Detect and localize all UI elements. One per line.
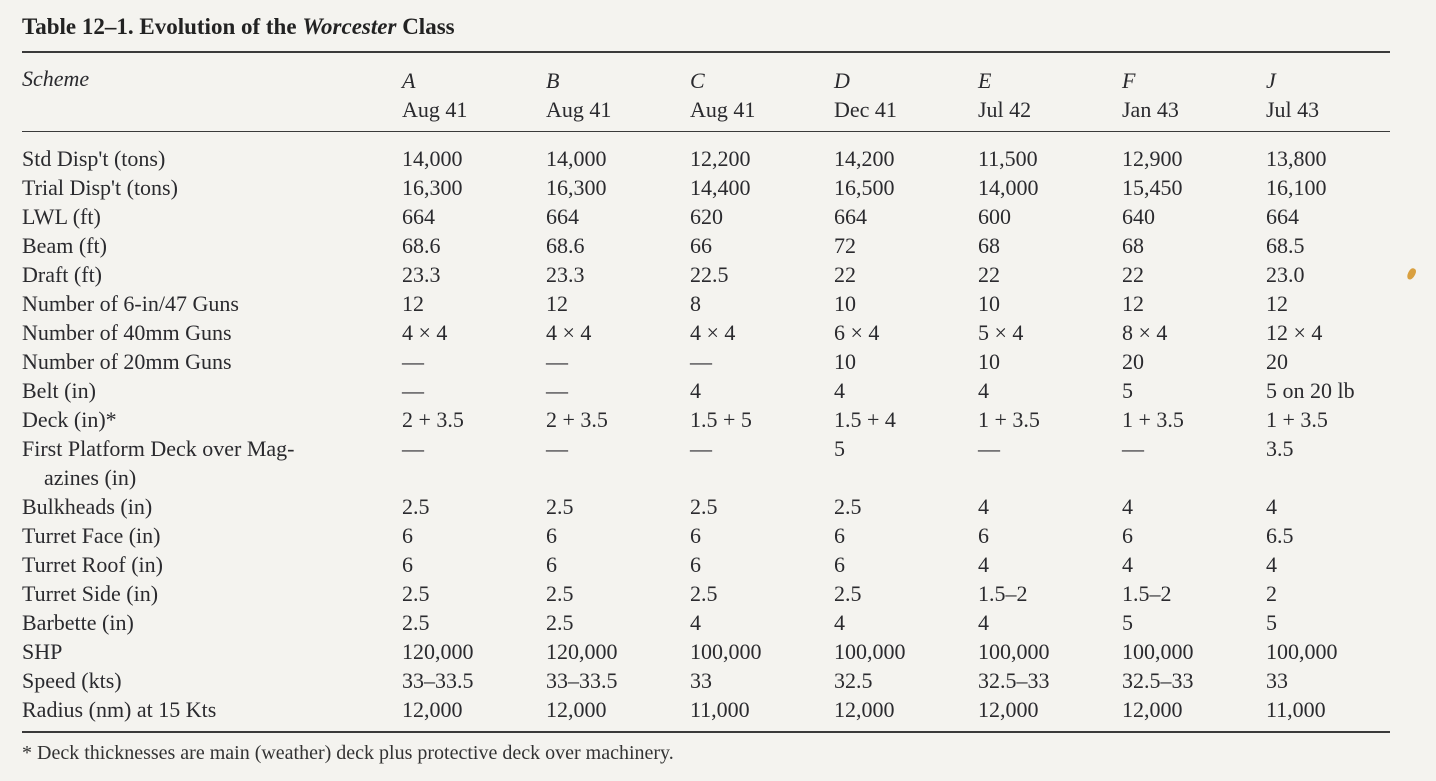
table-cell: 1.5 + 5 bbox=[690, 407, 752, 432]
row-label: Number of 20mm Guns bbox=[22, 349, 232, 374]
table-cell: — bbox=[546, 436, 568, 461]
table-cell: 4 × 4 bbox=[402, 320, 448, 345]
footnote: * Deck thicknesses are main (weather) deck plus protective deck over machinery. bbox=[22, 742, 674, 764]
table-row bbox=[0, 144, 1436, 173]
table-cell: — bbox=[1122, 436, 1144, 461]
table-cell: 12,000 bbox=[978, 697, 1039, 722]
table-cell: 5 bbox=[1266, 610, 1277, 635]
table-row bbox=[0, 405, 1436, 434]
table-cell: 6 bbox=[546, 523, 557, 548]
table-cell: 100,000 bbox=[978, 639, 1050, 664]
row-label: Radius (nm) at 15 Kts bbox=[22, 697, 217, 722]
table-cell: 12,000 bbox=[546, 697, 607, 722]
header-rule bbox=[22, 131, 1390, 132]
table-cell: 2.5 bbox=[834, 494, 862, 519]
table-cell: 2.5 bbox=[546, 581, 574, 606]
table-cell: — bbox=[402, 436, 424, 461]
table-cell: 664 bbox=[1266, 204, 1299, 229]
table-cell: 4 bbox=[978, 610, 989, 635]
table-cell: 14,000 bbox=[978, 175, 1039, 200]
table-row bbox=[0, 434, 1436, 490]
table-cell: 68.5 bbox=[1266, 233, 1305, 258]
table-cell: 100,000 bbox=[690, 639, 762, 664]
table-cell: — bbox=[690, 436, 712, 461]
table-cell: 8 bbox=[690, 291, 701, 316]
table-cell: 4 × 4 bbox=[546, 320, 592, 345]
table-cell: 16,300 bbox=[402, 175, 463, 200]
row-label-continued: azines (in) bbox=[44, 465, 137, 490]
table-cell: 14,200 bbox=[834, 146, 895, 171]
table-cell: 640 bbox=[1122, 204, 1155, 229]
table-cell: 2 bbox=[1266, 581, 1277, 606]
row-label: Std Disp't (tons) bbox=[22, 146, 166, 171]
table-cell: 12 bbox=[1122, 291, 1144, 316]
table-cell: — bbox=[546, 378, 568, 403]
table-cell: 6 bbox=[402, 523, 413, 548]
table-cell: 4 bbox=[1122, 494, 1133, 519]
table-cell: 1 + 3.5 bbox=[1266, 407, 1328, 432]
table-row bbox=[0, 492, 1436, 521]
table-row bbox=[0, 202, 1436, 231]
column-date: Aug 41 bbox=[402, 97, 468, 122]
table-cell: 4 bbox=[1122, 552, 1133, 577]
table-cell: 32.5–33 bbox=[978, 668, 1050, 693]
table-cell: 6 bbox=[690, 523, 701, 548]
table-cell: 16,300 bbox=[546, 175, 607, 200]
column-header-c bbox=[690, 66, 755, 124]
row-label: Belt (in) bbox=[22, 378, 96, 403]
table-cell: 66 bbox=[690, 233, 712, 258]
table-cell: 100,000 bbox=[834, 639, 906, 664]
table-cell: 2.5 bbox=[402, 581, 430, 606]
table-row bbox=[0, 231, 1436, 260]
table-cell: 620 bbox=[690, 204, 723, 229]
table-cell: 33 bbox=[1266, 668, 1288, 693]
table-cell: — bbox=[402, 349, 424, 374]
column-letter: E bbox=[978, 68, 992, 93]
table-cell: — bbox=[690, 349, 712, 374]
table-cell: 5 × 4 bbox=[978, 320, 1024, 345]
table-row bbox=[0, 666, 1436, 695]
column-date: Jan 43 bbox=[1122, 97, 1179, 122]
table-cell: — bbox=[546, 349, 568, 374]
table-cell: 12,200 bbox=[690, 146, 751, 171]
table-cell: 23.0 bbox=[1266, 262, 1305, 287]
table-cell: 120,000 bbox=[546, 639, 618, 664]
table-row bbox=[0, 173, 1436, 202]
row-label: Beam (ft) bbox=[22, 233, 107, 258]
table-cell: 12,000 bbox=[1122, 697, 1183, 722]
column-letter: F bbox=[1122, 68, 1136, 93]
table-cell: 4 bbox=[690, 610, 701, 635]
table-cell: 16,500 bbox=[834, 175, 895, 200]
table-cell: 20 bbox=[1266, 349, 1288, 374]
table-cell: 10 bbox=[978, 291, 1000, 316]
table-cell: 22 bbox=[978, 262, 1000, 287]
row-label: Turret Face (in) bbox=[22, 523, 161, 548]
table-cell: 2 + 3.5 bbox=[546, 407, 608, 432]
column-header-b bbox=[546, 66, 611, 124]
table-cell: 4 bbox=[1266, 552, 1277, 577]
table-cell: 6 bbox=[690, 552, 701, 577]
table-cell: 22.5 bbox=[690, 262, 729, 287]
column-letter: B bbox=[546, 68, 560, 93]
table-cell: 32.5–33 bbox=[1122, 668, 1194, 693]
column-header-a bbox=[402, 66, 467, 124]
row-label: Trial Disp't (tons) bbox=[22, 175, 178, 200]
table-cell: 33 bbox=[690, 668, 712, 693]
table-cell: 2.5 bbox=[546, 494, 574, 519]
column-header-e bbox=[978, 66, 1031, 124]
table-cell: 2.5 bbox=[690, 581, 718, 606]
table-cell: 12,000 bbox=[402, 697, 463, 722]
row-label: Draft (ft) bbox=[22, 262, 103, 287]
table-cell: 100,000 bbox=[1122, 639, 1194, 664]
table-cell: 1.5–2 bbox=[1122, 581, 1172, 606]
table-cell: 12 × 4 bbox=[1266, 320, 1323, 345]
table-cell: 23.3 bbox=[402, 262, 441, 287]
table-cell: 15,450 bbox=[1122, 175, 1183, 200]
column-letter: A bbox=[402, 68, 416, 93]
column-date: Dec 41 bbox=[834, 97, 897, 122]
column-letter: D bbox=[834, 68, 850, 93]
table-cell: 4 × 4 bbox=[690, 320, 736, 345]
table-cell: 4 bbox=[690, 378, 701, 403]
table-cell: 10 bbox=[834, 291, 856, 316]
table-cell: 68 bbox=[1122, 233, 1144, 258]
table-cell: 12 bbox=[402, 291, 424, 316]
table-cell: 68 bbox=[978, 233, 1000, 258]
table-cell: 2.5 bbox=[546, 610, 574, 635]
table-cell: 14,000 bbox=[402, 146, 463, 171]
table-row bbox=[0, 608, 1436, 637]
row-label: Number of 40mm Guns bbox=[22, 320, 232, 345]
table-cell: 6 bbox=[1122, 523, 1133, 548]
table-cell: 664 bbox=[546, 204, 579, 229]
table-row bbox=[0, 318, 1436, 347]
row-label: First Platform Deck over Mag- bbox=[22, 436, 295, 461]
table-cell: 16,100 bbox=[1266, 175, 1327, 200]
table-row bbox=[0, 260, 1436, 289]
table-cell: 12,000 bbox=[834, 697, 895, 722]
row-label: Turret Roof (in) bbox=[22, 552, 163, 577]
table-cell: 2.5 bbox=[690, 494, 718, 519]
table-cell: 11,000 bbox=[1266, 697, 1326, 722]
row-label: Barbette (in) bbox=[22, 610, 134, 635]
column-letter: J bbox=[1266, 68, 1276, 93]
row-label: Deck (in)* bbox=[22, 407, 117, 432]
row-label: SHP bbox=[22, 639, 63, 664]
table-row bbox=[0, 347, 1436, 376]
table-cell: 33–33.5 bbox=[402, 668, 474, 693]
table-cell: 5 bbox=[1122, 610, 1133, 635]
table-cell: 1 + 3.5 bbox=[978, 407, 1040, 432]
table-cell: 6 bbox=[546, 552, 557, 577]
table-cell: 20 bbox=[1122, 349, 1144, 374]
table-cell: 664 bbox=[834, 204, 867, 229]
table-cell: — bbox=[402, 378, 424, 403]
column-header-j bbox=[1266, 66, 1319, 124]
table-cell: 5 on 20 lb bbox=[1266, 378, 1355, 403]
table-cell: 14,400 bbox=[690, 175, 751, 200]
column-date: Jul 43 bbox=[1266, 97, 1320, 122]
column-header-f bbox=[1122, 66, 1179, 124]
table-cell: 1.5–2 bbox=[978, 581, 1028, 606]
table-title: Table 12–1. Evolution of the Worcester Class bbox=[22, 14, 455, 39]
table-cell: 10 bbox=[834, 349, 856, 374]
table-cell: 13,800 bbox=[1266, 146, 1327, 171]
table-cell: 2.5 bbox=[402, 610, 430, 635]
table-row bbox=[0, 637, 1436, 666]
row-label: Speed (kts) bbox=[22, 668, 122, 693]
table-cell: 6 × 4 bbox=[834, 320, 880, 345]
row-label: Number of 6-in/47 Guns bbox=[22, 291, 239, 316]
table-cell: 3.5 bbox=[1266, 436, 1294, 461]
table-row bbox=[0, 376, 1436, 405]
table-cell: 120,000 bbox=[402, 639, 474, 664]
top-rule bbox=[22, 51, 1390, 53]
row-label: Bulkheads (in) bbox=[22, 494, 153, 519]
table-cell: 68.6 bbox=[546, 233, 585, 258]
table-cell: 33–33.5 bbox=[546, 668, 618, 693]
row-label: Turret Side (in) bbox=[22, 581, 159, 606]
bottom-rule bbox=[22, 731, 1390, 733]
column-header-d bbox=[834, 66, 897, 124]
table-cell: 12,900 bbox=[1122, 146, 1183, 171]
table-cell: 100,000 bbox=[1266, 639, 1338, 664]
table-cell: 4 bbox=[834, 378, 845, 403]
table-cell: 10 bbox=[978, 349, 1000, 374]
table-cell: 6 bbox=[402, 552, 413, 577]
table-cell: 8 × 4 bbox=[1122, 320, 1168, 345]
table-row bbox=[0, 521, 1436, 550]
table-cell: — bbox=[978, 436, 1000, 461]
column-date: Jul 42 bbox=[978, 97, 1032, 122]
table-cell: 6 bbox=[978, 523, 989, 548]
table-row bbox=[0, 695, 1436, 724]
table-cell: 6.5 bbox=[1266, 523, 1294, 548]
table-cell: 5 bbox=[1122, 378, 1133, 403]
table-cell: 2.5 bbox=[834, 581, 862, 606]
table-cell: 5 bbox=[834, 436, 845, 461]
table-cell: 1.5 + 4 bbox=[834, 407, 896, 432]
table-cell: 664 bbox=[402, 204, 435, 229]
table-cell: 6 bbox=[834, 552, 845, 577]
table-cell: 6 bbox=[834, 523, 845, 548]
column-letter: C bbox=[690, 68, 705, 93]
table-cell: 22 bbox=[834, 262, 856, 287]
table-row bbox=[0, 289, 1436, 318]
row-label: LWL (ft) bbox=[22, 204, 101, 229]
table-cell: 11,500 bbox=[978, 146, 1038, 171]
table-cell: 14,000 bbox=[546, 146, 607, 171]
table-cell: 72 bbox=[834, 233, 856, 258]
table-cell: 2.5 bbox=[402, 494, 430, 519]
table-cell: 4 bbox=[1266, 494, 1277, 519]
table-cell: 600 bbox=[978, 204, 1011, 229]
table-row bbox=[0, 579, 1436, 608]
table-cell: 4 bbox=[978, 494, 989, 519]
table-cell: 1 + 3.5 bbox=[1122, 407, 1184, 432]
table-cell: 4 bbox=[834, 610, 845, 635]
table-cell: 22 bbox=[1122, 262, 1144, 287]
table-cell: 4 bbox=[978, 552, 989, 577]
table-cell: 12 bbox=[1266, 291, 1288, 316]
column-date: Aug 41 bbox=[546, 97, 612, 122]
table-cell: 4 bbox=[978, 378, 989, 403]
table-cell: 2 + 3.5 bbox=[402, 407, 464, 432]
table-cell: 12 bbox=[546, 291, 568, 316]
table-cell: 11,000 bbox=[690, 697, 750, 722]
table-row bbox=[0, 550, 1436, 579]
table-cell: 68.6 bbox=[402, 233, 441, 258]
column-date: Aug 41 bbox=[690, 97, 756, 122]
table-cell: 23.3 bbox=[546, 262, 585, 287]
scheme-header: Scheme bbox=[22, 66, 90, 91]
table-cell: 32.5 bbox=[834, 668, 873, 693]
